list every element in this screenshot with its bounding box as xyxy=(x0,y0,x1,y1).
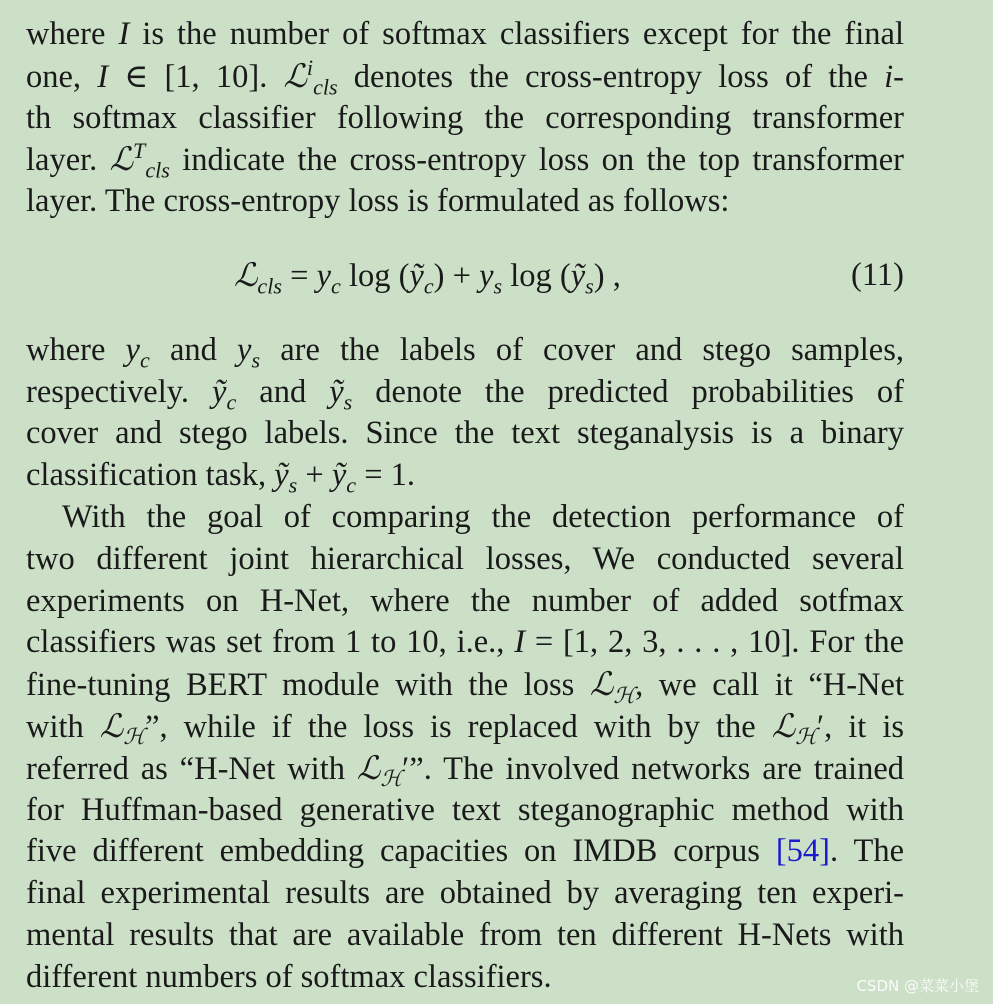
paragraph-1 xyxy=(26,14,904,223)
text-line: experiments on H-Net, where the number of added sotfmax xyxy=(26,582,904,619)
text-line: with ℒ$_ℋ$”, while if the loss is replaced with by the ℒ$_ℋ$′, it is xyxy=(26,706,905,751)
text-line: mental results that are available from ten different H-Nets with xyxy=(26,916,904,953)
citation-link[interactable]: [54] xyxy=(775,833,830,870)
text-line: classifiers was set from 1 to 10, i.e., I = [1, 2, 3, . . . , 10]. For the xyxy=(26,624,904,661)
text-line: referred as “H-Net with ℒ$_ℋ$′”. The involved networks are trained xyxy=(26,748,905,793)
text-line: different numbers of softmax classifiers. xyxy=(26,958,552,995)
text-line: where I is the number of softmax classifiers except for the final xyxy=(26,16,904,52)
text-line: layer. ℒ$^T_{cls}$ indicate the cross-entropy loss on the top transformer xyxy=(26,138,904,183)
text-line: fine-tuning BERT module with the loss ℒ$_ℋ$, we call it “H-Net xyxy=(26,665,904,709)
text-line: five different embedding capacities on IMDB corpus [54]. The xyxy=(26,833,904,870)
text-line: th softmax classifier following the corresponding transformer xyxy=(26,99,904,136)
text-line: where $y_c$ and $y_s$ are the labels of cover and stego samples, xyxy=(26,331,904,373)
paper-page xyxy=(26,14,904,999)
text-line: classification task, ỹ$_s$ + ỹ$_c$ = 1. xyxy=(26,457,416,498)
text-line: With the goal of comparing the detection performance of xyxy=(62,498,904,535)
paragraph-2 xyxy=(26,330,904,497)
text-line: two different joint hierarchical losses, We conducted several xyxy=(26,540,904,577)
text-line: cover and stego labels. Since the text steganalysis is a binary xyxy=(26,415,904,452)
paragraph-3 xyxy=(26,497,904,999)
equation-body: ℒ$_{cls}$ = $y_c$ log (ỹ$_c$) + $y_s$ log (ỹ$_s$) , xyxy=(234,255,621,299)
watermark: CSDN @菜菜小堡 xyxy=(856,977,979,995)
text-line: one, I ∈ [1, 10]. ℒ$^i_{cls}$ denotes the cross-entropy loss of the i- xyxy=(26,54,904,100)
text-line: respectively. ỹ$_c$ and ỹ$_s$ denote the predicted probabilities of xyxy=(26,373,904,415)
text-line: layer. The cross-entropy loss is formulated as follows: xyxy=(26,183,730,220)
text-line: final experimental results are obtained by averaging ten experi- xyxy=(26,875,904,912)
equation-11 xyxy=(26,255,904,297)
equation-number: (11) xyxy=(851,256,904,293)
text-line: for Huffman-based generative text steganographic method with xyxy=(26,791,904,828)
